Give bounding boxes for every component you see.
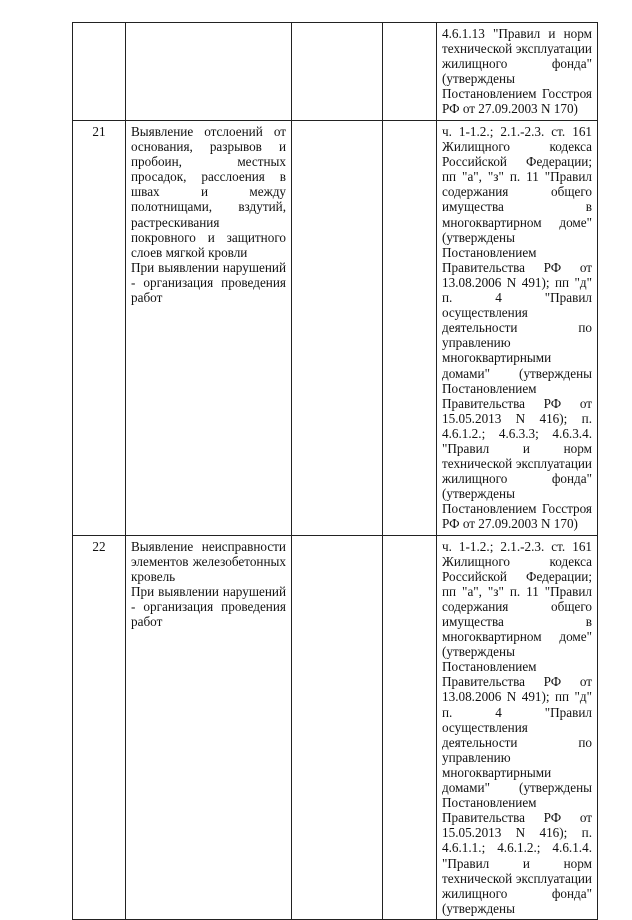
requirements-table (72, 22, 598, 920)
description-cell (126, 121, 292, 536)
enforcement-text: При выявлении нарушений - организация проведения работ (131, 583, 286, 629)
legal-basis-text: ч. 1-1.2.; 2.1.-2.3. ст. 161 Жилищного кодекса Российской Федерации; пп "а", "з" п. 11 "Правил содержания общего имущества в многоквартирном доме" (утверждены Постановлением Правительства РФ от 13.08.2006 N 491); пп "д" п. 4 "Правил осуществления деятельности по управлению многоквартирными домами" (утверждены Постановлением Правительства РФ от 15.05.2013 N 416); п. 4.6.1.1.; 4.6.1.2.; 4.6.1.4. "Правил и норм технической эксплуатации жилищного фонда" (утверждены (442, 538, 592, 916)
row-number: 21 (92, 124, 106, 139)
empty-cell (383, 535, 437, 919)
row-number-cell (73, 121, 126, 536)
requirement-text: Выявление отслоений от основания, разрывов и пробоин, местных просадок, расслоения в швах и между полотнищами, вздутий, растрескивания покровного и защитного слоев мягкой кровли (131, 124, 286, 260)
table-row (73, 23, 598, 121)
legal-basis-text: 4.6.1.13 "Правил и норм технической эксплуатации жилищного фонда" (утверждены Постановлением Госстроя РФ от 27.09.2003 N 170) (442, 26, 592, 117)
row-number-cell (73, 23, 126, 121)
empty-cell (292, 23, 383, 121)
empty-cell (383, 23, 437, 121)
legal-basis-text: ч. 1-1.2.; 2.1.-2.3. ст. 161 Жилищного кодекса Российской Федерации; пп "а", "з" п. 11 "Правил содержания общего имущества в многоквартирном доме" (утверждены Постановлением Правительства РФ от 13.08.2006 N 491); пп "д" п. 4 "Правил осуществления деятельности по управлению многоквартирными домами" (утверждены Постановлением Правительства РФ от 15.05.2013 N 416); п. 4.6.1.2.; 4.6.3.3; 4.6.3.4. "Правил и норм технической эксплуатации жилищного фонда" (утверждены Постановлением Госстроя РФ от 27.09.2003 N 170) (442, 124, 592, 532)
requirement-text: Выявление неисправности элементов железобетонных кровель (131, 538, 286, 584)
empty-cell (292, 535, 383, 919)
row-number-cell (73, 535, 126, 919)
empty-cell (383, 121, 437, 536)
row-number: 22 (92, 538, 106, 554)
description-cell (126, 535, 292, 919)
legal-basis-cell (437, 121, 598, 536)
table-row (73, 535, 598, 919)
legal-basis-cell (437, 23, 598, 121)
table-row (73, 121, 598, 536)
description-cell (126, 23, 292, 121)
empty-cell (292, 121, 383, 536)
enforcement-text: При выявлении нарушений - организация проведения работ (131, 259, 286, 306)
legal-basis-cell (437, 535, 598, 919)
